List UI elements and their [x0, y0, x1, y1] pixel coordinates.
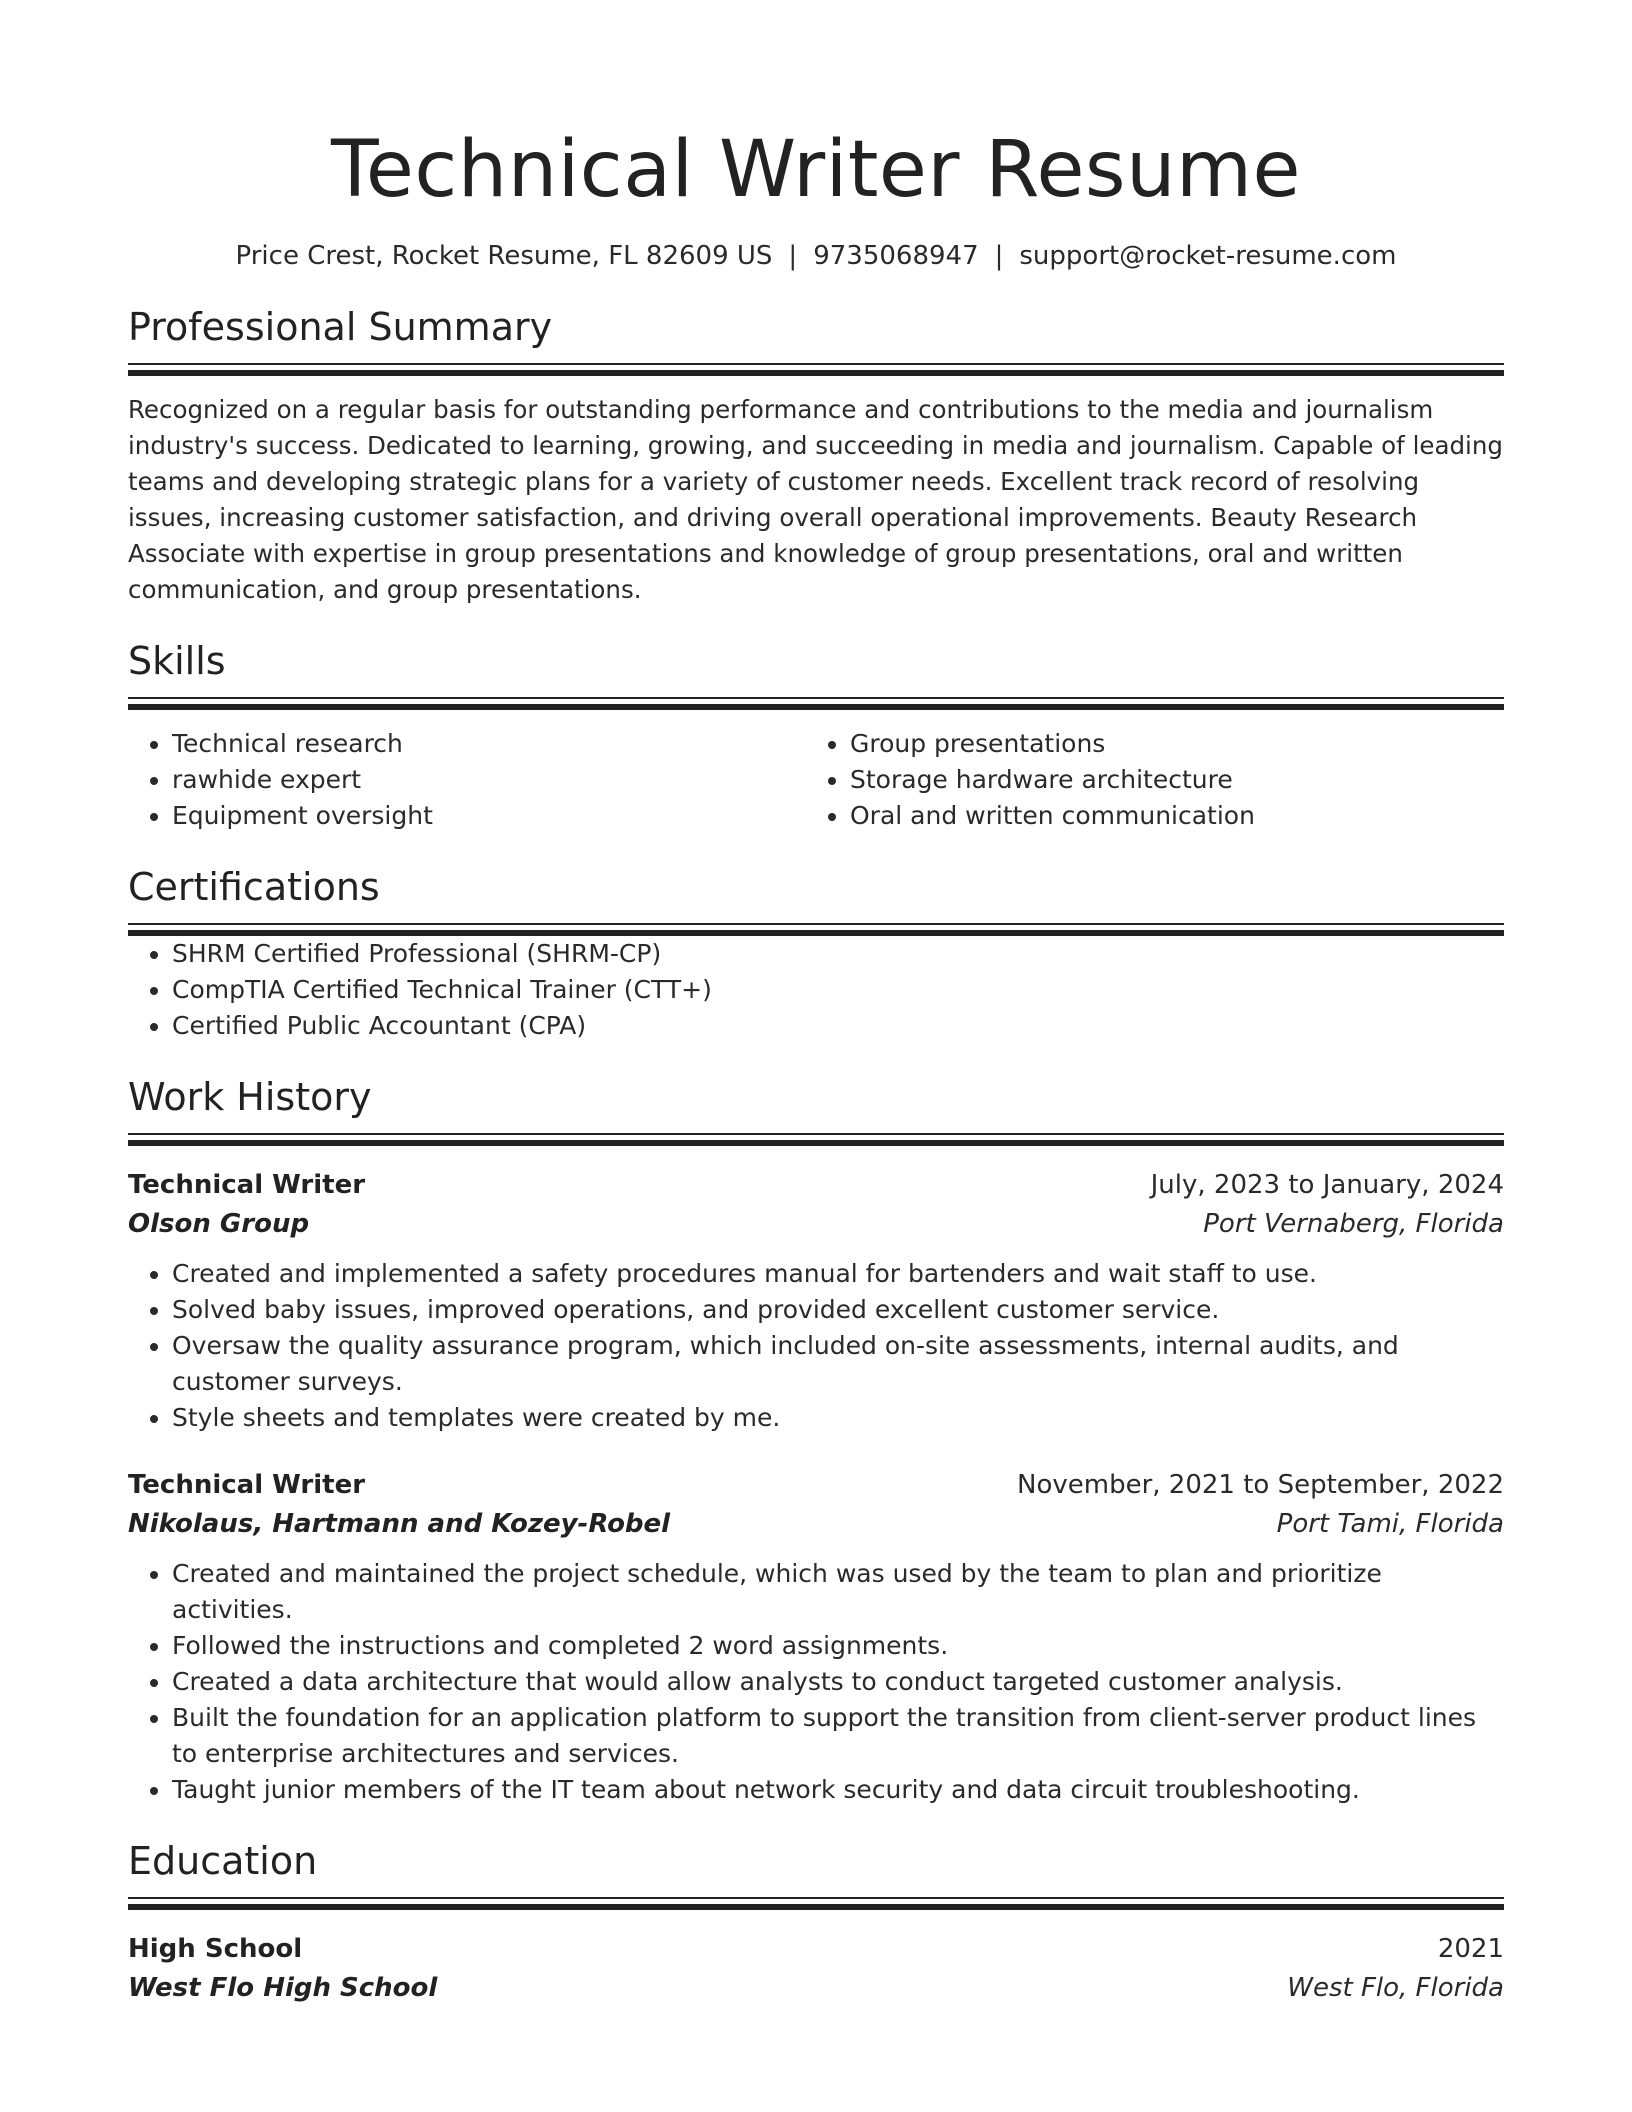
skill-item: • Group presentations [850, 726, 1504, 762]
job-title: Technical Writer [128, 1170, 366, 1200]
education-year: 2021 [1437, 1934, 1504, 1964]
job-dates: November, 2021 to September, 2022 [1017, 1470, 1504, 1500]
summary-text: Recognized on a regular basis for outstanding performance and contributions to the media and journalism industry's success. Dedicated to learning, growing, and succeeding in media and journalism. Capable of leading teams and developing strategic plans for a variety of customer needs. Excellent track record of resolving issues, increasing customer satisfaction, and driving overall operational improvements. Beauty Research Associate with expertise in group presentations and knowledge of group presentations, oral and written communication, and group presentations. [128, 395, 1503, 604]
education-location: West Flo, Florida [1287, 1973, 1504, 2003]
skills-section [128, 636, 1504, 834]
work-history-heading: Work History [128, 1075, 372, 1119]
section-divider [128, 1133, 1504, 1146]
skill-item: • Technical research [172, 726, 806, 762]
section-divider [128, 697, 1504, 710]
job-duty: • Built the foundation for an application platform to support the transition from client-server product lines to enterprise architectures and services. [172, 1700, 1504, 1772]
certifications-heading: Certifications [128, 865, 380, 909]
contact-phone: 9735068947 [813, 241, 979, 271]
job-location: Port Vernaberg, Florida [1203, 1209, 1504, 1239]
job-duty: • Oversaw the quality assurance program, which included on-site assessments, internal audits, and customer surveys. [172, 1328, 1504, 1400]
resume-title: Technical Writer Resume [331, 125, 1301, 215]
job-duty: • Created and maintained the project schedule, which was used by the team to plan and prioritize activities. [172, 1556, 1504, 1628]
job-duty: • Taught junior members of the IT team about network security and data circuit troubleshooting. [172, 1772, 1504, 1808]
job-duty: • Followed the instructions and completed 2 word assignments. [172, 1628, 1504, 1664]
job-duties-list [128, 1256, 1504, 1436]
job-title: Technical Writer [128, 1470, 366, 1500]
skill-item: • rawhide expert [172, 762, 806, 798]
job-dates: July, 2023 to January, 2024 [1150, 1170, 1504, 1200]
skill-item: • Equipment oversight [172, 798, 806, 834]
education-heading: Education [128, 1839, 318, 1883]
section-divider [128, 1897, 1504, 1910]
certification-item: • Certified Public Accountant (CPA) [172, 1008, 1504, 1044]
job-entry [128, 1166, 1504, 1436]
skills-grid [128, 726, 1504, 834]
resume-content [128, 118, 1504, 2008]
job-duties-list [128, 1556, 1504, 1808]
job-entry [128, 1466, 1504, 1808]
contact-line [128, 238, 1504, 274]
summary-section [128, 302, 1504, 608]
education-school: West Flo High School [128, 1973, 438, 2003]
skills-right-list [806, 726, 1504, 834]
certification-item: • SHRM Certified Professional (SHRM-CP) [172, 936, 1504, 972]
job-duty: • Solved baby issues, improved operations, and provided excellent customer service. [172, 1292, 1504, 1328]
section-divider [128, 363, 1504, 376]
job-duty: • Style sheets and templates were created by me. [172, 1400, 1504, 1436]
job-company: Olson Group [128, 1209, 310, 1239]
certifications-section [128, 862, 1504, 1044]
job-company: Nikolaus, Hartmann and Kozey-Robel [128, 1509, 671, 1539]
section-divider [128, 923, 1504, 936]
skill-item: • Oral and written communication [850, 798, 1504, 834]
summary-heading: Professional Summary [128, 305, 553, 349]
skill-item: • Storage hardware architecture [850, 762, 1504, 798]
education-degree: High School [128, 1934, 303, 1964]
certifications-list [128, 936, 1504, 1044]
skills-heading: Skills [128, 639, 226, 683]
contact-separator: | [788, 241, 798, 271]
education-section [128, 1836, 1504, 2008]
job-location: Port Tami, Florida [1276, 1509, 1504, 1539]
contact-email: support@rocket-resume.com [1019, 241, 1397, 271]
certification-item: • CompTIA Certified Technical Trainer (CTT+) [172, 972, 1504, 1008]
education-entry [128, 1930, 1504, 2008]
job-duty: • Created and implemented a safety procedures manual for bartenders and wait staff to use. [172, 1256, 1504, 1292]
contact-address: Price Crest, Rocket Resume, FL 82609 US [235, 241, 773, 271]
work-history-section [128, 1072, 1504, 1808]
job-duty: • Created a data architecture that would allow analysts to conduct targeted customer analysis. [172, 1664, 1504, 1700]
skills-left-list [128, 726, 806, 834]
contact-separator: | [994, 241, 1004, 271]
